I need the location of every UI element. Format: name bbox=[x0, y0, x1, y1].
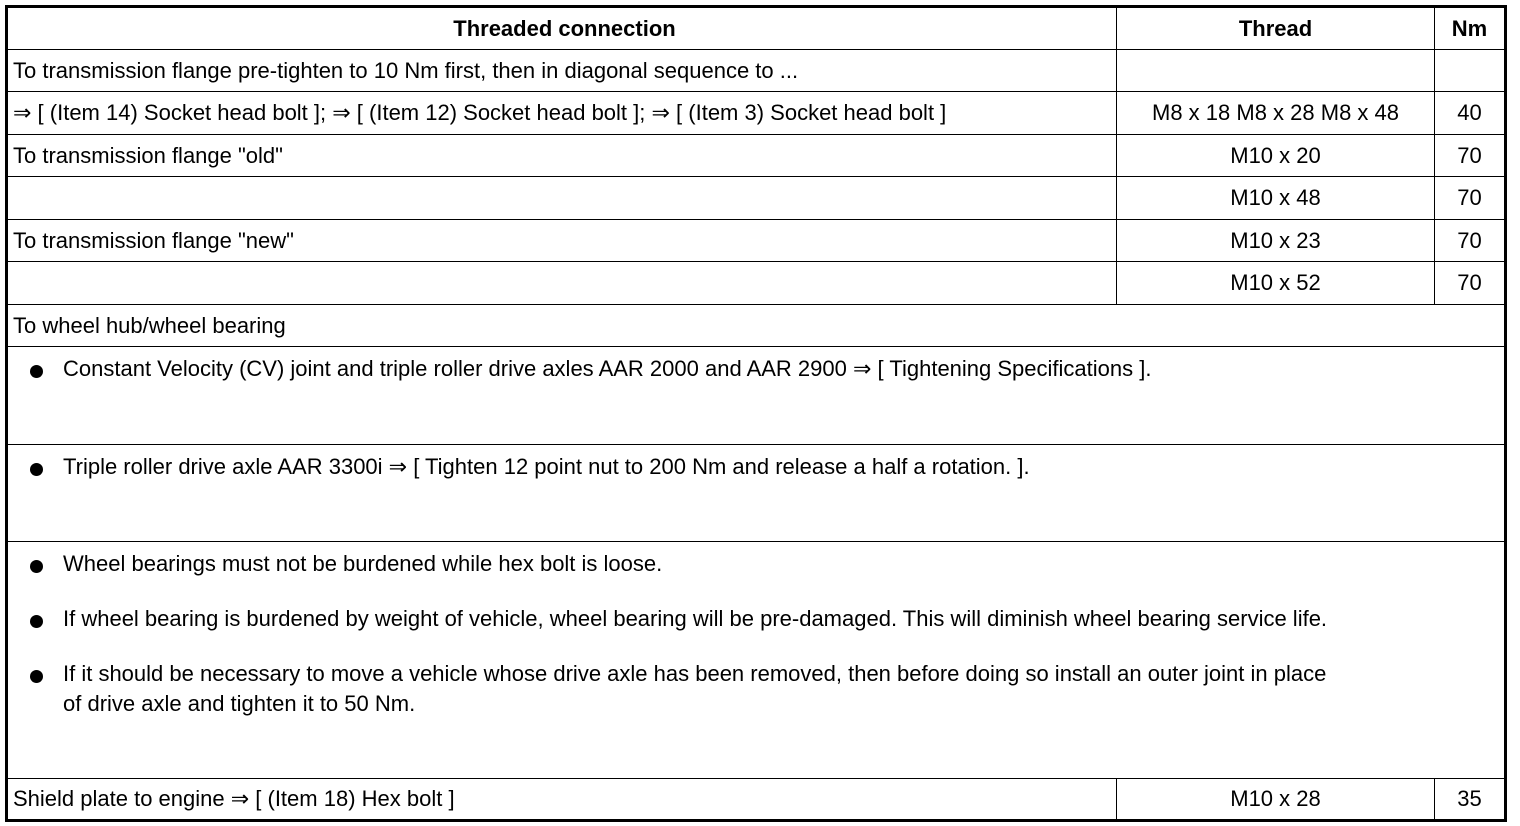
warning-text: If it should be necessary to move a vehicle whose drive axle has been removed, then before doing so install an outer joint in place bbox=[63, 661, 1327, 686]
thread-cell: M10 x 20 bbox=[1117, 135, 1435, 176]
header-connection: Threaded connection bbox=[8, 8, 1117, 49]
nm-cell: 40 bbox=[1457, 100, 1482, 125]
connection-cell: To transmission flange "old" bbox=[8, 135, 1117, 176]
table-row bbox=[8, 177, 1504, 220]
thread-cell: M10 x 23 bbox=[1117, 220, 1435, 261]
nm-cell bbox=[1435, 50, 1504, 91]
header-thread: Thread bbox=[1117, 8, 1435, 49]
note-row bbox=[8, 445, 1504, 542]
connection-cell: ⇒ [ (Item 14) Socket head bolt ]; ⇒ [ (Item 12) Socket head bolt ]; ⇒ [ (Item 3) Socket head bolt ] bbox=[8, 92, 1117, 134]
connection-cell bbox=[8, 262, 1117, 304]
nm-cell: 70 bbox=[1457, 227, 1482, 253]
warning-text-continued: of drive axle and tighten it to 50 Nm. bbox=[63, 691, 416, 716]
nm-cell: 70 bbox=[1457, 142, 1482, 168]
connection-cell: Shield plate to engine ⇒ [ (Item 18) Hex bolt ] bbox=[8, 779, 1117, 819]
thread-cell: M10 x 28 bbox=[1117, 779, 1435, 819]
note-text: Constant Velocity (CV) joint and triple roller drive axles AAR 2000 and AAR 2900 ⇒ [ Tightening Specifications ]. bbox=[63, 356, 1152, 381]
warning-text: If wheel bearing is burdened by weight of vehicle, wheel bearing will be pre-damaged. This will diminish wheel bearing service life. bbox=[63, 606, 1328, 631]
connection-cell bbox=[8, 177, 1117, 219]
note-row bbox=[8, 347, 1504, 445]
warning-text: Wheel bearings must not be burdened while hex bolt is loose. bbox=[63, 551, 663, 576]
table-row bbox=[8, 50, 1504, 92]
wheel-hub-title: To wheel hub/wheel bearing bbox=[13, 312, 286, 338]
warnings-row bbox=[8, 542, 1504, 779]
thread-cell: M10 x 52 bbox=[1117, 262, 1435, 304]
table-row bbox=[8, 779, 1504, 819]
bullet-icon bbox=[30, 463, 43, 476]
table-row bbox=[8, 220, 1504, 262]
bullet-icon bbox=[30, 670, 43, 683]
nm-cell: 35 bbox=[1457, 786, 1482, 811]
table-row bbox=[8, 262, 1504, 305]
table-row bbox=[8, 92, 1504, 135]
connection-cell: To transmission flange pre-tighten to 10 Nm first, then in diagonal sequence to ... bbox=[8, 50, 1117, 91]
torque-spec-table bbox=[5, 5, 1507, 822]
header-nm: Nm bbox=[1451, 15, 1488, 41]
nm-cell: 70 bbox=[1457, 185, 1482, 210]
wheel-hub-row bbox=[8, 305, 1504, 347]
bullet-icon bbox=[30, 615, 43, 628]
thread-cell: M10 x 48 bbox=[1117, 177, 1435, 219]
thread-cell bbox=[1117, 50, 1435, 91]
table-header-row bbox=[8, 8, 1504, 50]
bullet-icon bbox=[30, 365, 43, 378]
table-row bbox=[8, 135, 1504, 177]
bullet-icon bbox=[30, 560, 43, 573]
thread-cell: M8 x 18 M8 x 28 M8 x 48 bbox=[1117, 92, 1435, 134]
nm-cell: 70 bbox=[1457, 270, 1482, 295]
note-text: Triple roller drive axle AAR 3300i ⇒ [ Tighten 12 point nut to 200 Nm and release a half a rotation. ]. bbox=[63, 454, 1030, 479]
connection-cell: To transmission flange "new" bbox=[8, 220, 1117, 261]
